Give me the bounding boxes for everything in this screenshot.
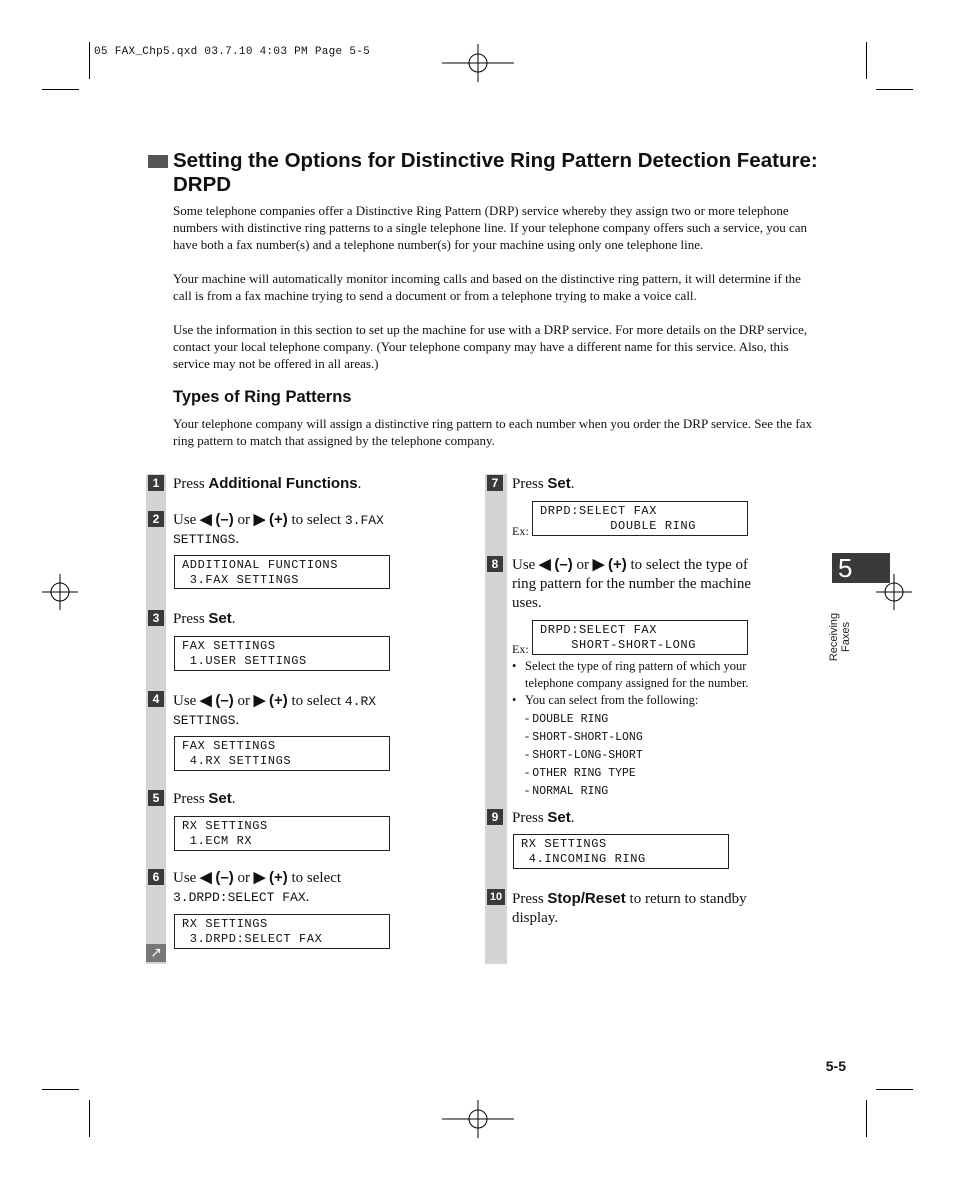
step-number: 2 bbox=[148, 511, 164, 527]
registration-mark-icon bbox=[442, 44, 514, 82]
crop-mark bbox=[866, 42, 867, 79]
step-8-text: Use ◀ (–) or ▶ (+) to select the type of ring pattern for the number the machine uses. bbox=[512, 556, 752, 611]
print-slug: 05 FAX_Chp5.qxd 03.7.10 4:03 PM Page 5-5 bbox=[94, 46, 371, 58]
note-bullet: • You can select from the following: bbox=[512, 693, 699, 707]
step-number: 4 bbox=[148, 691, 164, 707]
step-number: 6 bbox=[148, 869, 164, 885]
step-2-text: Use ◀ (–) or ▶ (+) to select 3.FAX SETTINGS. bbox=[173, 511, 384, 547]
right-arrow-icon: ▶ bbox=[253, 692, 266, 709]
list-item: - DOUBLE RING bbox=[525, 711, 609, 726]
additional-functions-key-label: Additional Functions bbox=[208, 475, 358, 492]
crop-mark bbox=[866, 1100, 867, 1137]
step-7-text: Press Set. bbox=[512, 475, 575, 492]
step-1-text: Press Additional Functions. bbox=[173, 475, 362, 492]
right-arrow-icon: ▶ bbox=[253, 511, 266, 528]
registration-mark-icon bbox=[42, 574, 78, 610]
list-item: - NORMAL RING bbox=[525, 783, 609, 798]
heading-marker-icon bbox=[148, 155, 168, 168]
chapter-side-label: Receiving Faxes bbox=[828, 612, 852, 662]
lcd-display: DRPD:SELECT FAX SHORT-SHORT-LONG bbox=[532, 620, 748, 655]
lcd-display: RX SETTINGS 4.INCOMING RING bbox=[513, 834, 729, 869]
crop-mark bbox=[89, 42, 90, 79]
step-10-text: Press Stop/Reset to return to standby display. bbox=[512, 890, 747, 926]
crop-mark bbox=[42, 1089, 79, 1090]
intro-paragraph: Some telephone companies offer a Distinctive Ring Pattern (DRP) service whereby they assign two or more telephone numbers with distinctive ring patterns to a single telephone line. If your telephone company offers such a service, you can have both a fax number(s) and a telephone number(s) for your machine using only one telephone line. bbox=[173, 203, 808, 252]
step-4-text: Use ◀ (–) or ▶ (+) to select 4.RX SETTINGS. bbox=[173, 692, 377, 728]
step-number: 9 bbox=[487, 809, 503, 825]
crop-mark bbox=[876, 89, 913, 90]
intro-paragraph: Use the information in this section to set up the machine for use with a DRP service. For more details on the DRP service, contact your local telephone company. (Your telephone company may have a different name for this service. Also, this service may not be offered in all areas.) bbox=[173, 322, 808, 371]
left-arrow-icon: ◀ bbox=[200, 869, 212, 886]
page-title: Setting the Options for Distinctive Ring Pattern Detection Feature: DRPD bbox=[173, 149, 818, 196]
page-number: 5-5 bbox=[825, 1058, 846, 1074]
step-number: 8 bbox=[487, 556, 503, 572]
lcd-display: RX SETTINGS 3.DRPD:SELECT FAX bbox=[174, 914, 390, 949]
left-arrow-icon: ◀ bbox=[200, 692, 212, 709]
list-item: - OTHER RING TYPE bbox=[525, 765, 636, 780]
set-key-label: Set bbox=[208, 790, 232, 807]
stop-reset-key-label: Stop/Reset bbox=[547, 890, 626, 907]
lcd-display: ADDITIONAL FUNCTIONS 3.FAX SETTINGS bbox=[174, 555, 390, 589]
step-3-text: Press Set. bbox=[173, 610, 236, 627]
step-9-text: Press Set. bbox=[512, 809, 575, 826]
crop-mark bbox=[42, 89, 79, 90]
lcd-display: FAX SETTINGS 4.RX SETTINGS bbox=[174, 736, 390, 771]
step-6-text: Use ◀ (–) or ▶ (+) to select 3.DRPD:SELECT FAX. bbox=[173, 869, 342, 905]
chapter-tab: 5 bbox=[832, 553, 890, 583]
list-item: - SHORT-LONG-SHORT bbox=[525, 747, 643, 762]
section-paragraph: Your telephone company will assign a distinctive ring pattern to each number when you order the DRP service. See the fax ring pattern to match that assigned by the telephone company. bbox=[173, 416, 813, 448]
registration-mark-icon bbox=[442, 1100, 514, 1138]
crop-mark bbox=[876, 1089, 913, 1090]
lcd-display: FAX SETTINGS 1.USER SETTINGS bbox=[174, 636, 390, 671]
intro-paragraph: Your machine will automatically monitor incoming calls and based on the distinctive ring pattern, it will determine if the call is from a fax machine trying to send a document or from a telephone trying to make a voice call. bbox=[173, 271, 801, 303]
step-5-text: Press Set. bbox=[173, 790, 236, 807]
steps-bar-left bbox=[146, 474, 166, 964]
list-item: - SHORT-SHORT-LONG bbox=[525, 729, 643, 744]
lcd-display: RX SETTINGS 1.ECM RX bbox=[174, 816, 390, 851]
step-number: 1 bbox=[148, 475, 164, 491]
ring-options-list bbox=[525, 710, 643, 800]
crop-mark bbox=[89, 1100, 90, 1137]
left-arrow-icon: ◀ bbox=[539, 556, 551, 573]
right-arrow-icon: ▶ bbox=[253, 869, 266, 886]
set-key-label: Set bbox=[547, 809, 571, 826]
example-label: Ex: bbox=[512, 524, 529, 538]
continue-arrow-icon: ↗ bbox=[146, 944, 166, 962]
example-label: Ex: bbox=[512, 642, 529, 656]
step-number: 5 bbox=[148, 790, 164, 806]
lcd-display: DRPD:SELECT FAX DOUBLE RING bbox=[532, 501, 748, 536]
step-number: 3 bbox=[148, 610, 164, 626]
section-heading: Types of Ring Patterns bbox=[173, 388, 352, 406]
right-arrow-icon: ▶ bbox=[592, 556, 605, 573]
step-number: 10 bbox=[487, 889, 505, 905]
left-arrow-icon: ◀ bbox=[200, 511, 212, 528]
set-key-label: Set bbox=[208, 610, 232, 627]
set-key-label: Set bbox=[547, 475, 571, 492]
note-bullet: • Select the type of ring pattern of which your telephone company assigned for the number. bbox=[512, 659, 749, 690]
step-number: 7 bbox=[487, 475, 503, 491]
